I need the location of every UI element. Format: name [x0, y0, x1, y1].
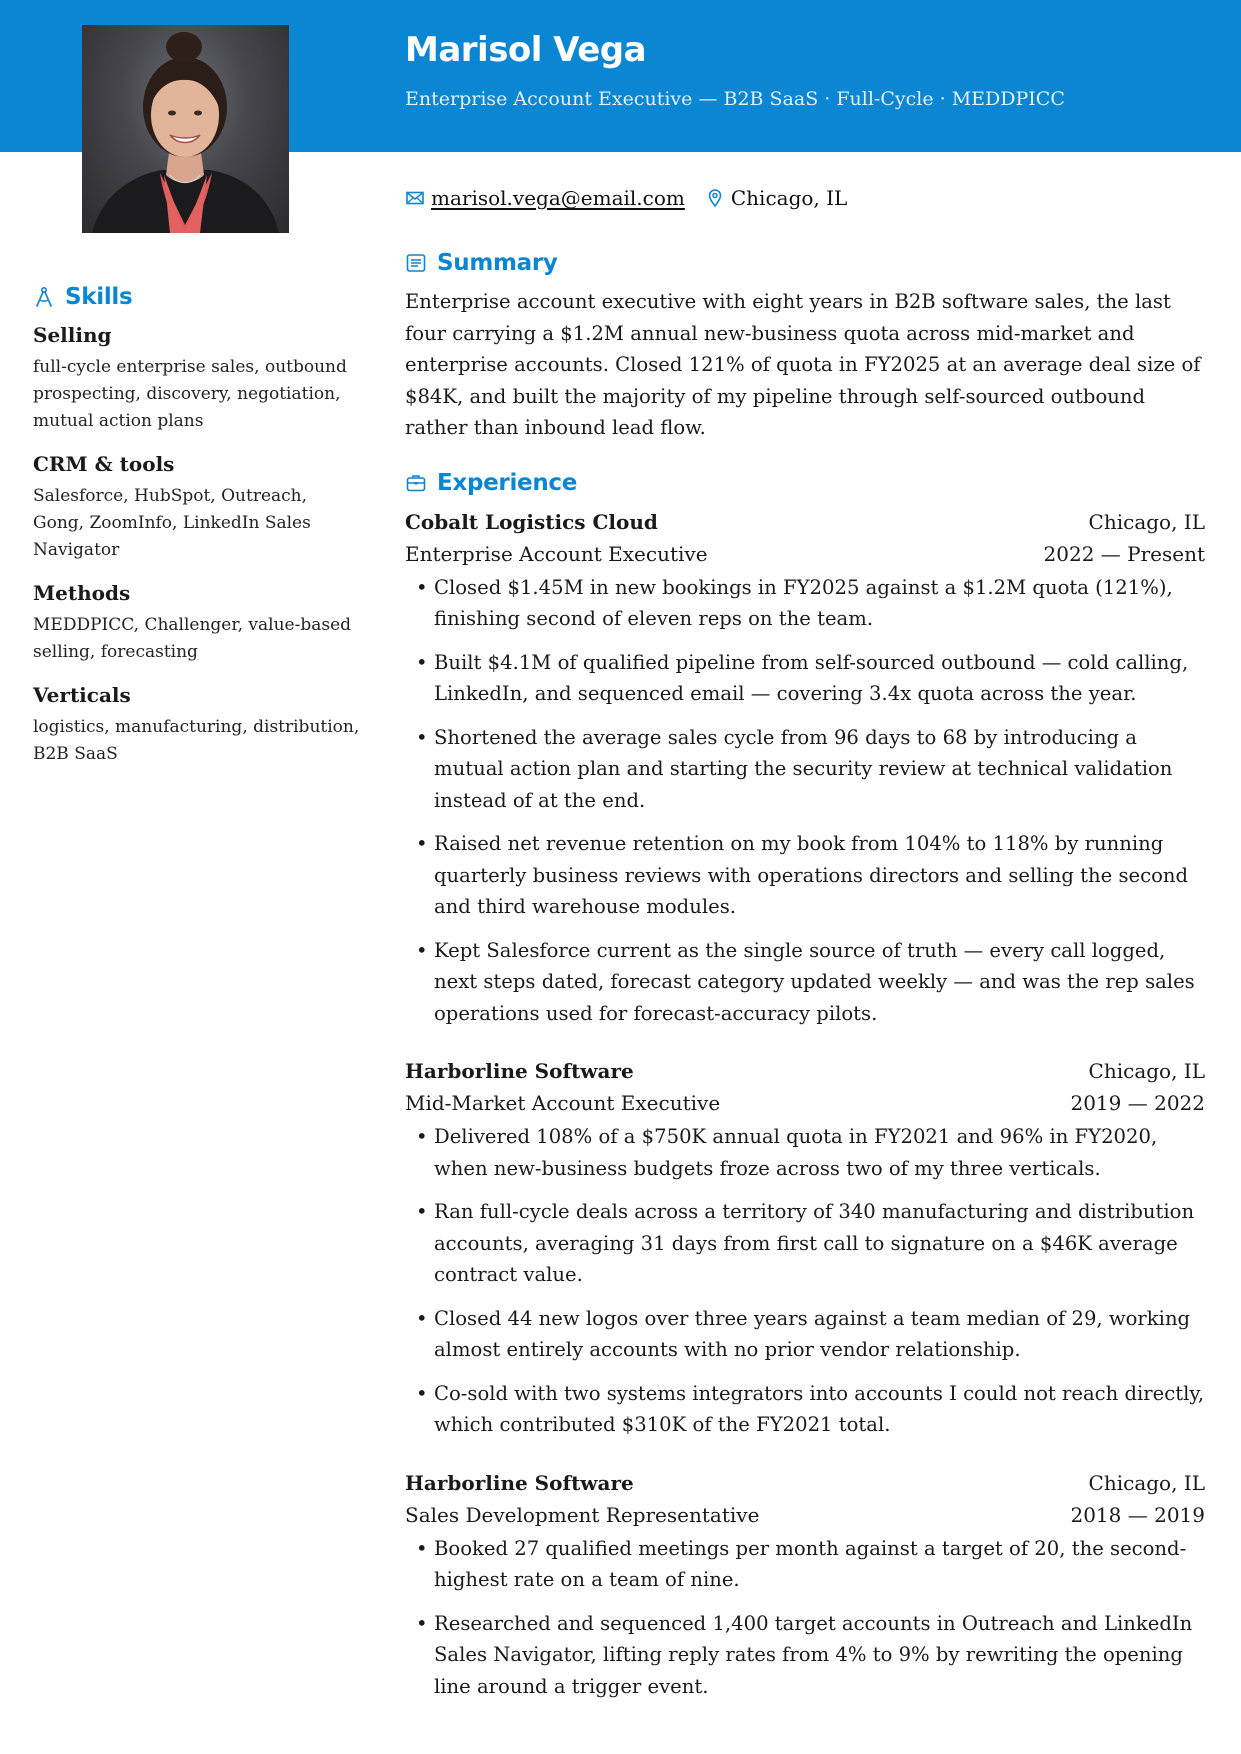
location-text: Chicago, IL: [730, 186, 848, 210]
summary-heading-label: Summary: [437, 250, 558, 276]
compass-icon: [33, 286, 55, 308]
document-lines-icon: [405, 252, 427, 274]
job-bullet: • Ran full-cycle deals across a territory of 340 manufacturing and distribution accounts, averaging 31 days from first call to signature on a $46K average contract value.: [405, 1196, 1205, 1291]
summary-heading: [405, 250, 1205, 276]
job-bullet: • Researched and sequenced 1,400 target accounts in Outreach and LinkedIn Sales Navigator, lifting reply rates from 4% to 9% by rewriting the opening line around a trigger event.: [405, 1608, 1205, 1703]
briefcase-icon: [405, 472, 427, 494]
candidate-name: Marisol Vega: [405, 30, 647, 70]
job-bullets: [405, 572, 1205, 1030]
job-company: Cobalt Logistics Cloud: [405, 509, 658, 534]
sidebar: [33, 284, 363, 768]
job-dates: 2018 — 2019: [1070, 1502, 1205, 1527]
skill-group-name: CRM & tools: [33, 452, 175, 476]
job-bullet: • Kept Salesforce current as the single source of truth — every call logged, next steps dated, forecast category updated weekly — and was the rep sales operations used for forecast-accuracy pilots.: [405, 935, 1205, 1030]
email-link[interactable]: marisol.vega@email.com: [431, 186, 685, 210]
skill-group-crm-tools: [33, 451, 363, 564]
skill-group-selling: [33, 322, 363, 435]
job-bullet: • Built $4.1M of qualified pipeline from self-sourced outbound — cold calling, LinkedIn, and sequenced email — covering 3.4x quota across the year.: [405, 647, 1205, 710]
job-role: Mid-Market Account Executive: [405, 1091, 721, 1115]
job-bullet: • Closed 44 new logos over three years against a team median of 29, working almost entirely accounts with no prior vendor relationship.: [405, 1303, 1205, 1366]
skill-group-items: logistics, manufacturing, distribution, B2B SaaS: [33, 717, 360, 764]
job-bullets: [405, 1121, 1205, 1441]
summary-paragraph: Enterprise account executive with eight years in B2B software sales, the last four carrying a $1.2M annual new-business quota across mid-market and enterprise accounts. Closed 121% of quota in FY2025 at an average deal size of $84K, and built the majority of my pipeline through self-sourced outbound rather than inbound lead flow.: [405, 290, 1201, 439]
job-location: Chicago, IL: [1088, 509, 1205, 534]
job-entry: [405, 1055, 1205, 1441]
job-role: Sales Development Representative: [405, 1502, 760, 1527]
job-bullet: • Delivered 108% of a $750K annual quota in FY2021 and 96% in FY2020, when new-business budgets froze across two of my three verticals.: [405, 1121, 1205, 1184]
job-location: Chicago, IL: [1088, 1470, 1205, 1495]
skill-group-methods: [33, 580, 363, 666]
job-bullets: [405, 1533, 1205, 1703]
job-bullet: • Closed $1.45M in new bookings in FY2025 against a $1.2M quota (121%), finishing second of eleven reps on the team.: [405, 572, 1205, 635]
skill-group-verticals: [33, 682, 363, 768]
job-dates: 2022 — Present: [1043, 541, 1205, 566]
skill-group-name: Methods: [33, 581, 131, 605]
skill-group-name: Selling: [33, 323, 112, 347]
job-bullet: • Shortened the average sales cycle from 96 days to 68 by introducing a mutual action plan and starting the security review at technical validation instead of at the end.: [405, 722, 1205, 817]
contact-row: [405, 186, 847, 210]
job-dates: 2019 — 2022: [1070, 1091, 1205, 1115]
job-entry: [405, 506, 1205, 1030]
job-entry: [405, 1467, 1205, 1703]
job-company: Harborline Software: [405, 1470, 634, 1495]
skill-group-items: Salesforce, HubSpot, Outreach, Gong, ZoomInfo, LinkedIn Sales Navigator: [33, 486, 311, 560]
skill-group-name: Verticals: [33, 683, 131, 707]
skills-heading-label: Skills: [65, 284, 133, 310]
skills-heading: [33, 284, 363, 310]
job-location: Chicago, IL: [1088, 1059, 1205, 1083]
job-bullet: • Co-sold with two systems integrators into accounts I could not reach directly, which contributed $310K of the FY2021 total.: [405, 1378, 1205, 1441]
job-bullet: • Booked 27 qualified meetings per month against a target of 20, the second-highest rate on a team of nine.: [405, 1533, 1205, 1596]
profile-photo: [82, 25, 289, 233]
job-role: Enterprise Account Executive: [405, 541, 708, 566]
skill-group-items: full-cycle enterprise sales, outbound prospecting, discovery, negotiation, mutual action plans: [33, 357, 347, 431]
skill-group-items: MEDDPICC, Challenger, value-based selling, forecasting: [33, 615, 352, 662]
experience-heading-label: Experience: [437, 469, 578, 496]
headline-tagline: Enterprise Account Executive — B2B SaaS · Full-Cycle · MEDDPICC: [405, 88, 1065, 110]
main-column: [405, 250, 1205, 1714]
mail-icon: [405, 188, 425, 208]
location-pin-icon: [705, 188, 725, 208]
job-bullet: • Raised net revenue retention on my book from 104% to 118% by running quarterly business reviews with operations directors and selling the second and third warehouse modules.: [405, 828, 1205, 923]
experience-heading: [405, 470, 1205, 496]
job-company: Harborline Software: [405, 1059, 634, 1083]
